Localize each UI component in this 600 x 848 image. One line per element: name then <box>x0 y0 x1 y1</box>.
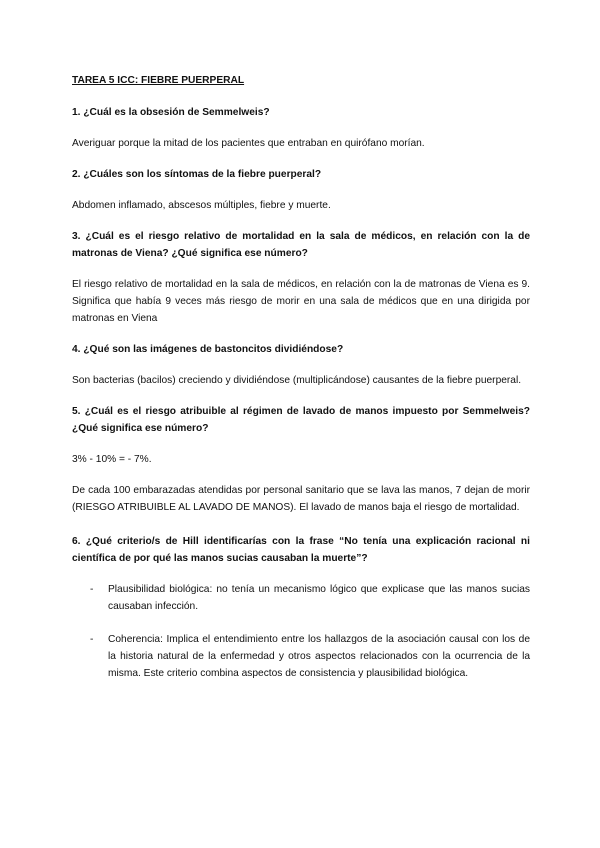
document-title: TAREA 5 ICC: FIEBRE PUERPERAL <box>72 75 245 86</box>
list-item-text: Plausibilidad biológica: no tenía un mecanismo lógico que explicase que las manos sucias causaban infección. <box>108 584 530 612</box>
list-item <box>92 581 530 615</box>
answer-5-explanation: De cada 100 embarazadas atendidas por personal sanitario que se lava las manos, 7 dejan de morir (RIESGO ATRIBUIBLE AL LAVADO DE MANOS). El lavado de manos baja el riesgo de mortalidad. <box>72 485 530 513</box>
answer-1: Averiguar porque la mitad de los pacientes que entraban en quirófano morían. <box>72 138 425 149</box>
question-2: 2. ¿Cuáles son los síntomas de la fiebre puerperal? <box>72 169 322 180</box>
question-3: 3. ¿Cuál es el riesgo relativo de mortalidad en la sala de médicos, en relación con la de matronas de Viena? ¿Qué significa ese número? <box>72 231 530 259</box>
answer-3: El riesgo relativo de mortalidad en la sala de médicos, en relación con la de matronas de Viena es 9. Significa que había 9 veces más riesgo de morir en una sala de médicos que en una dirigida por matronas en Viena <box>72 279 530 324</box>
document-page <box>72 72 530 698</box>
list-item <box>92 631 530 682</box>
answer-2: Abdomen inflamado, abscesos múltiples, fiebre y muerte. <box>72 200 331 211</box>
answer-4: Son bacterias (bacilos) creciendo y dividiéndose (multiplicándose) causantes de la fiebre puerperal. <box>72 375 522 386</box>
question-5: 5. ¿Cuál es el riesgo atribuible al régimen de lavado de manos impuesto por Semmelweis? ¿Qué significa ese número? <box>72 406 530 434</box>
section-5 <box>72 403 530 516</box>
hill-criteria-list <box>72 581 530 682</box>
section-3 <box>72 228 530 327</box>
section-1 <box>72 104 530 152</box>
question-6: 6. ¿Qué criterio/s de Hill identificarías con la frase “No tenía una explicación racional ni científica de por qué las manos sucias causaban la muerte”? <box>72 536 530 564</box>
question-1: 1. ¿Cuál es la obsesión de Semmelweis? <box>72 107 270 118</box>
bullet-dash: - <box>90 584 94 595</box>
section-6 <box>72 533 530 682</box>
question-4: 4. ¿Qué son las imágenes de bastoncitos dividiéndose? <box>72 344 344 355</box>
section-2 <box>72 166 530 214</box>
section-4 <box>72 341 530 389</box>
bullet-dash: - <box>90 634 94 645</box>
list-item-text: Coherencia: Implica el entendimiento entre los hallazgos de la asociación causal con los de la historia natural de la enfermedad y otros aspectos relacionados con la ocurrencia de la misma. Este criterio combina aspectos de consistencia y plausibilidad biológica. <box>108 634 530 679</box>
answer-5-formula: 3% - 10% = - 7%. <box>72 454 152 465</box>
